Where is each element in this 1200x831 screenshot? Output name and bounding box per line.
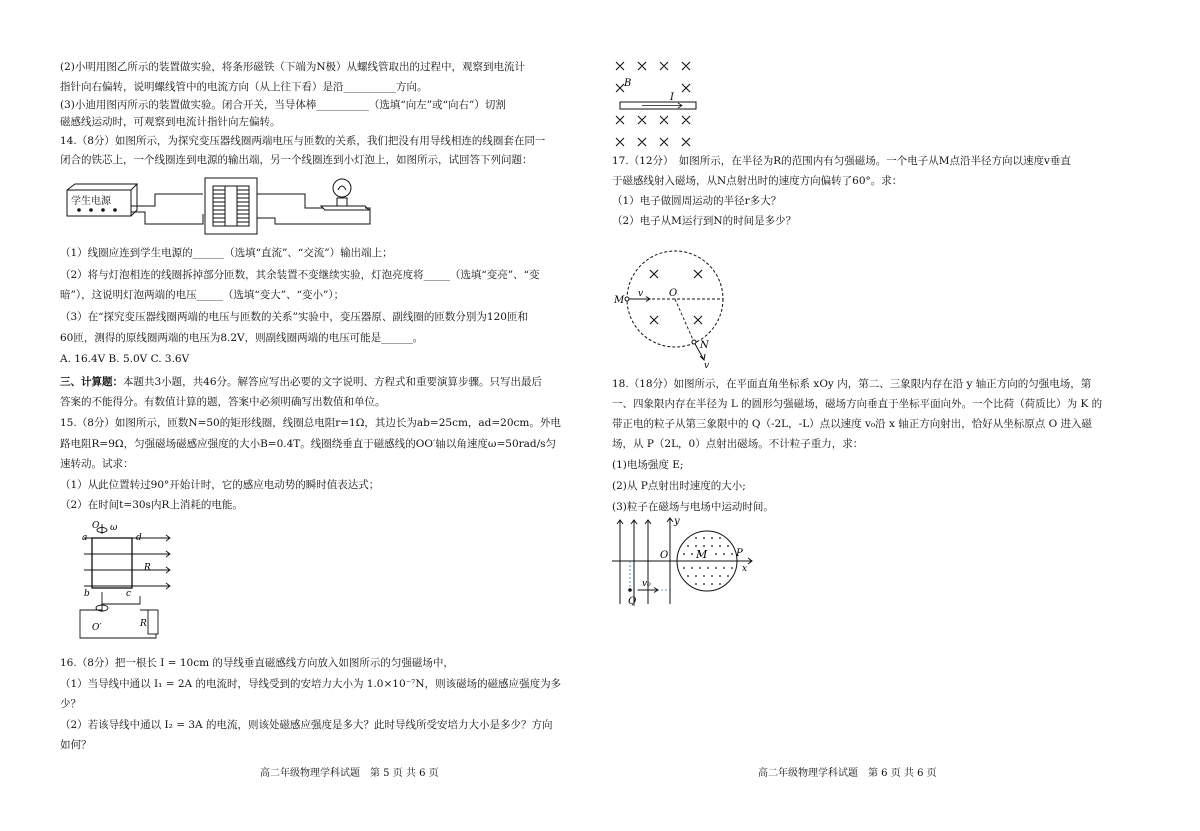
fig15-label-resistor: R xyxy=(140,619,147,629)
q17-line2: 于磁感线射入磁场，从N点射出时的速度方向偏转了60°。求： xyxy=(612,175,903,187)
q14-sub2-line1: （2）将与灯泡相连的线圈拆掉部分匝数，其余装置不变继续实验，灯泡亮度将_____（选填“变亮”、“变 xyxy=(60,269,540,281)
fig15-label-o-prime: O′ xyxy=(92,623,102,633)
coordinate-field-figure xyxy=(612,516,762,606)
fig18-label-o: O xyxy=(660,550,669,561)
q14-stem-line2: 闭合的铁芯上，一个线圈连到电源的输出端，另一个线圈连到小灯泡上，如图所示，试回答下列问题： xyxy=(60,154,533,166)
q13-part2-line2: 指针向右偏转，说明螺线管中的电流方向（从上往下看）是沿__________方向。 xyxy=(60,81,428,93)
q15-sub2: （2）在时间t=30s内R上消耗的电能。 xyxy=(60,499,243,511)
q18-line1: 18.（18分）如图所示，在平面直角坐标系 xOy 内，第二、三象限内存在沿 y 轴正方向的匀强电场，第 xyxy=(612,378,1092,390)
q14-sub3-line1: （3）在“探究变压器线圈两端的电压与匝数的关系”实验中，变压器原、副线圈的匝数分别为120匝和 xyxy=(60,311,528,323)
fig18-label-x: x xyxy=(742,564,748,574)
fig16-label-i: I xyxy=(670,92,674,103)
q16-sub2-line2: 如何？ xyxy=(60,739,92,751)
q15-line1: 15.（8分）如图所示，匝数N=50的矩形线圈，线圈总电阻r=1Ω，其边长为ab=25cm，ad=20cm。外电 xyxy=(60,417,561,429)
q15-line3: 速转动。试求： xyxy=(60,458,134,470)
fig17-label-o: O xyxy=(669,288,678,299)
section3-title: 三、计算题： xyxy=(60,376,123,388)
fig17-label-v-out: v xyxy=(704,361,710,368)
q18-line3: 带正电的粒子从第三象限中的 Q（-2L，-L）点以速度 v₀沿 x 轴正方向射出，恰好从坐标原点 O 进入磁 xyxy=(612,418,1093,430)
q17-sub2: （2）电子从M运行到N的时间是多少？ xyxy=(612,215,797,227)
q13-part3-line1: (3)小迪用图丙所示的装置做实验。闭合开关，当导体棒__________（选填“向左”或“向右”）切割 xyxy=(60,99,506,111)
q13-part3-line2: 磁感线运动时，可观察到电流计指针向左偏转。 xyxy=(60,116,281,128)
fig16-label-b: B xyxy=(624,78,632,89)
fig17-label-n: N xyxy=(700,340,709,351)
q15-sub1: （1）从此位置转过90°开始计时，它的感应电动势的瞬时值表达式； xyxy=(60,479,380,491)
q14-sub1: （1）线圈应连到学生电源的______（选填“直流”、“交流”）输出端上； xyxy=(60,247,393,259)
q13-part2-line1: (2)小明用图乙所示的装置做实验，将条形磁铁（下端为N极）从螺线管取出的过程中，观察到电流计 xyxy=(60,61,526,73)
q15-line2: 路电阻R=9Ω，匀强磁场磁感应强度的大小B=0.4T。线圈绕垂直于磁感线的OO′轴以角速度ω=50rad/s匀 xyxy=(60,438,557,450)
fig18-label-q: Q xyxy=(628,596,637,606)
q16-sub1-line2: 少？ xyxy=(60,698,81,710)
page-footer-right: 高二年级物理学科试题 第 6 页 共 6 页 xyxy=(758,768,937,779)
q18-sub1: (1)电场强度 E; xyxy=(612,459,684,471)
q14-sub2-line2: 暗”），这说明灯泡两端的电压_____（选填“变大”、“变小”）； xyxy=(60,289,345,301)
fig18-label-p: P xyxy=(736,548,743,559)
rotating-coil-figure xyxy=(70,518,180,646)
fig15-label-omega: ω xyxy=(110,523,118,533)
q18-line2: 一、四象限内存在半径为 L 的圆形匀强磁场，磁场方向垂直于坐标平面向外。一个比荷（荷质比）为 K 的 xyxy=(612,398,1103,410)
fig15-label-r-field: R xyxy=(144,563,151,573)
section3-header xyxy=(60,375,542,389)
fig17-label-m: M xyxy=(614,295,625,306)
q17-line1: 17.（12分） 如图所示，在半径为R的范围内有匀强磁场。一个电子从M点沿半径方向以速度v垂直 xyxy=(612,155,1071,167)
q18-sub3: (3)粒子在磁场与电场中运动时间。 xyxy=(612,501,774,513)
transformer-figure xyxy=(65,176,385,238)
section3-instructions: 本题共3小题，共46分。解答应写出必要的文字说明、方程式和重要演算步骤。只写出最后 xyxy=(123,376,543,388)
q14-sub3-line2: 60匝，测得的原线圈两端的电压为8.2V，则副线圈两端的电压可能是______。 xyxy=(60,332,424,344)
fig15-label-d: d xyxy=(136,533,142,543)
q18-line4: 场，从 P（2L，0）点射出磁场。不计粒子重力，求： xyxy=(612,438,864,450)
fig15-label-c: c xyxy=(126,589,132,599)
page-footer-left: 高二年级物理学科试题 第 5 页 共 6 页 xyxy=(260,768,439,779)
field-wire-figure xyxy=(612,58,712,150)
q16-line1: 16.（8分）把一根长 I = 10cm 的导线垂直磁感线方向放入如图所示的匀强磁场中， xyxy=(60,657,454,669)
power-supply-label: 学生电源 xyxy=(71,196,111,207)
section3-instructions-line2: 答案的不能得分。有数值计算的题，答案中必须明确写出数值和单位。 xyxy=(60,396,386,408)
circular-field-figure xyxy=(612,248,736,368)
q14-options: A. 16.4V B. 5.0V C. 3.6V xyxy=(60,353,190,365)
q14-stem-line1: 14.（8分）如图所示，为探究变压器线圈两端电压与匝数的关系，我们把没有用导线相连的线圈套在同一 xyxy=(60,135,546,147)
q18-sub2: (2)从 P点射出时速度的大小; xyxy=(612,480,746,492)
fig18-label-y: y xyxy=(674,516,680,527)
fig15-label-a: a xyxy=(82,533,88,543)
fig18-label-m: M xyxy=(696,548,708,561)
fig17-label-v-in: v xyxy=(638,289,644,299)
q16-sub1-line1: （1）当导线中通以 I₁ = 2A 的电流时，导线受到的安培力大小为 1.0×10⁻⁷N，则该磁场的磁感应强度为多 xyxy=(60,678,562,690)
q17-sub1: （1）电子做圆周运动的半径r多大？ xyxy=(612,195,782,207)
fig18-label-v0: v₀ xyxy=(642,579,651,589)
q16-sub2-line1: （2）若该导线中通以 I₂ = 3A 的电流，则该处磁感应强度是多大？此时导线所受安培力大小是多少？方向 xyxy=(60,719,553,731)
fig15-label-b: b xyxy=(84,589,90,599)
fig15-label-o: O xyxy=(92,521,100,531)
